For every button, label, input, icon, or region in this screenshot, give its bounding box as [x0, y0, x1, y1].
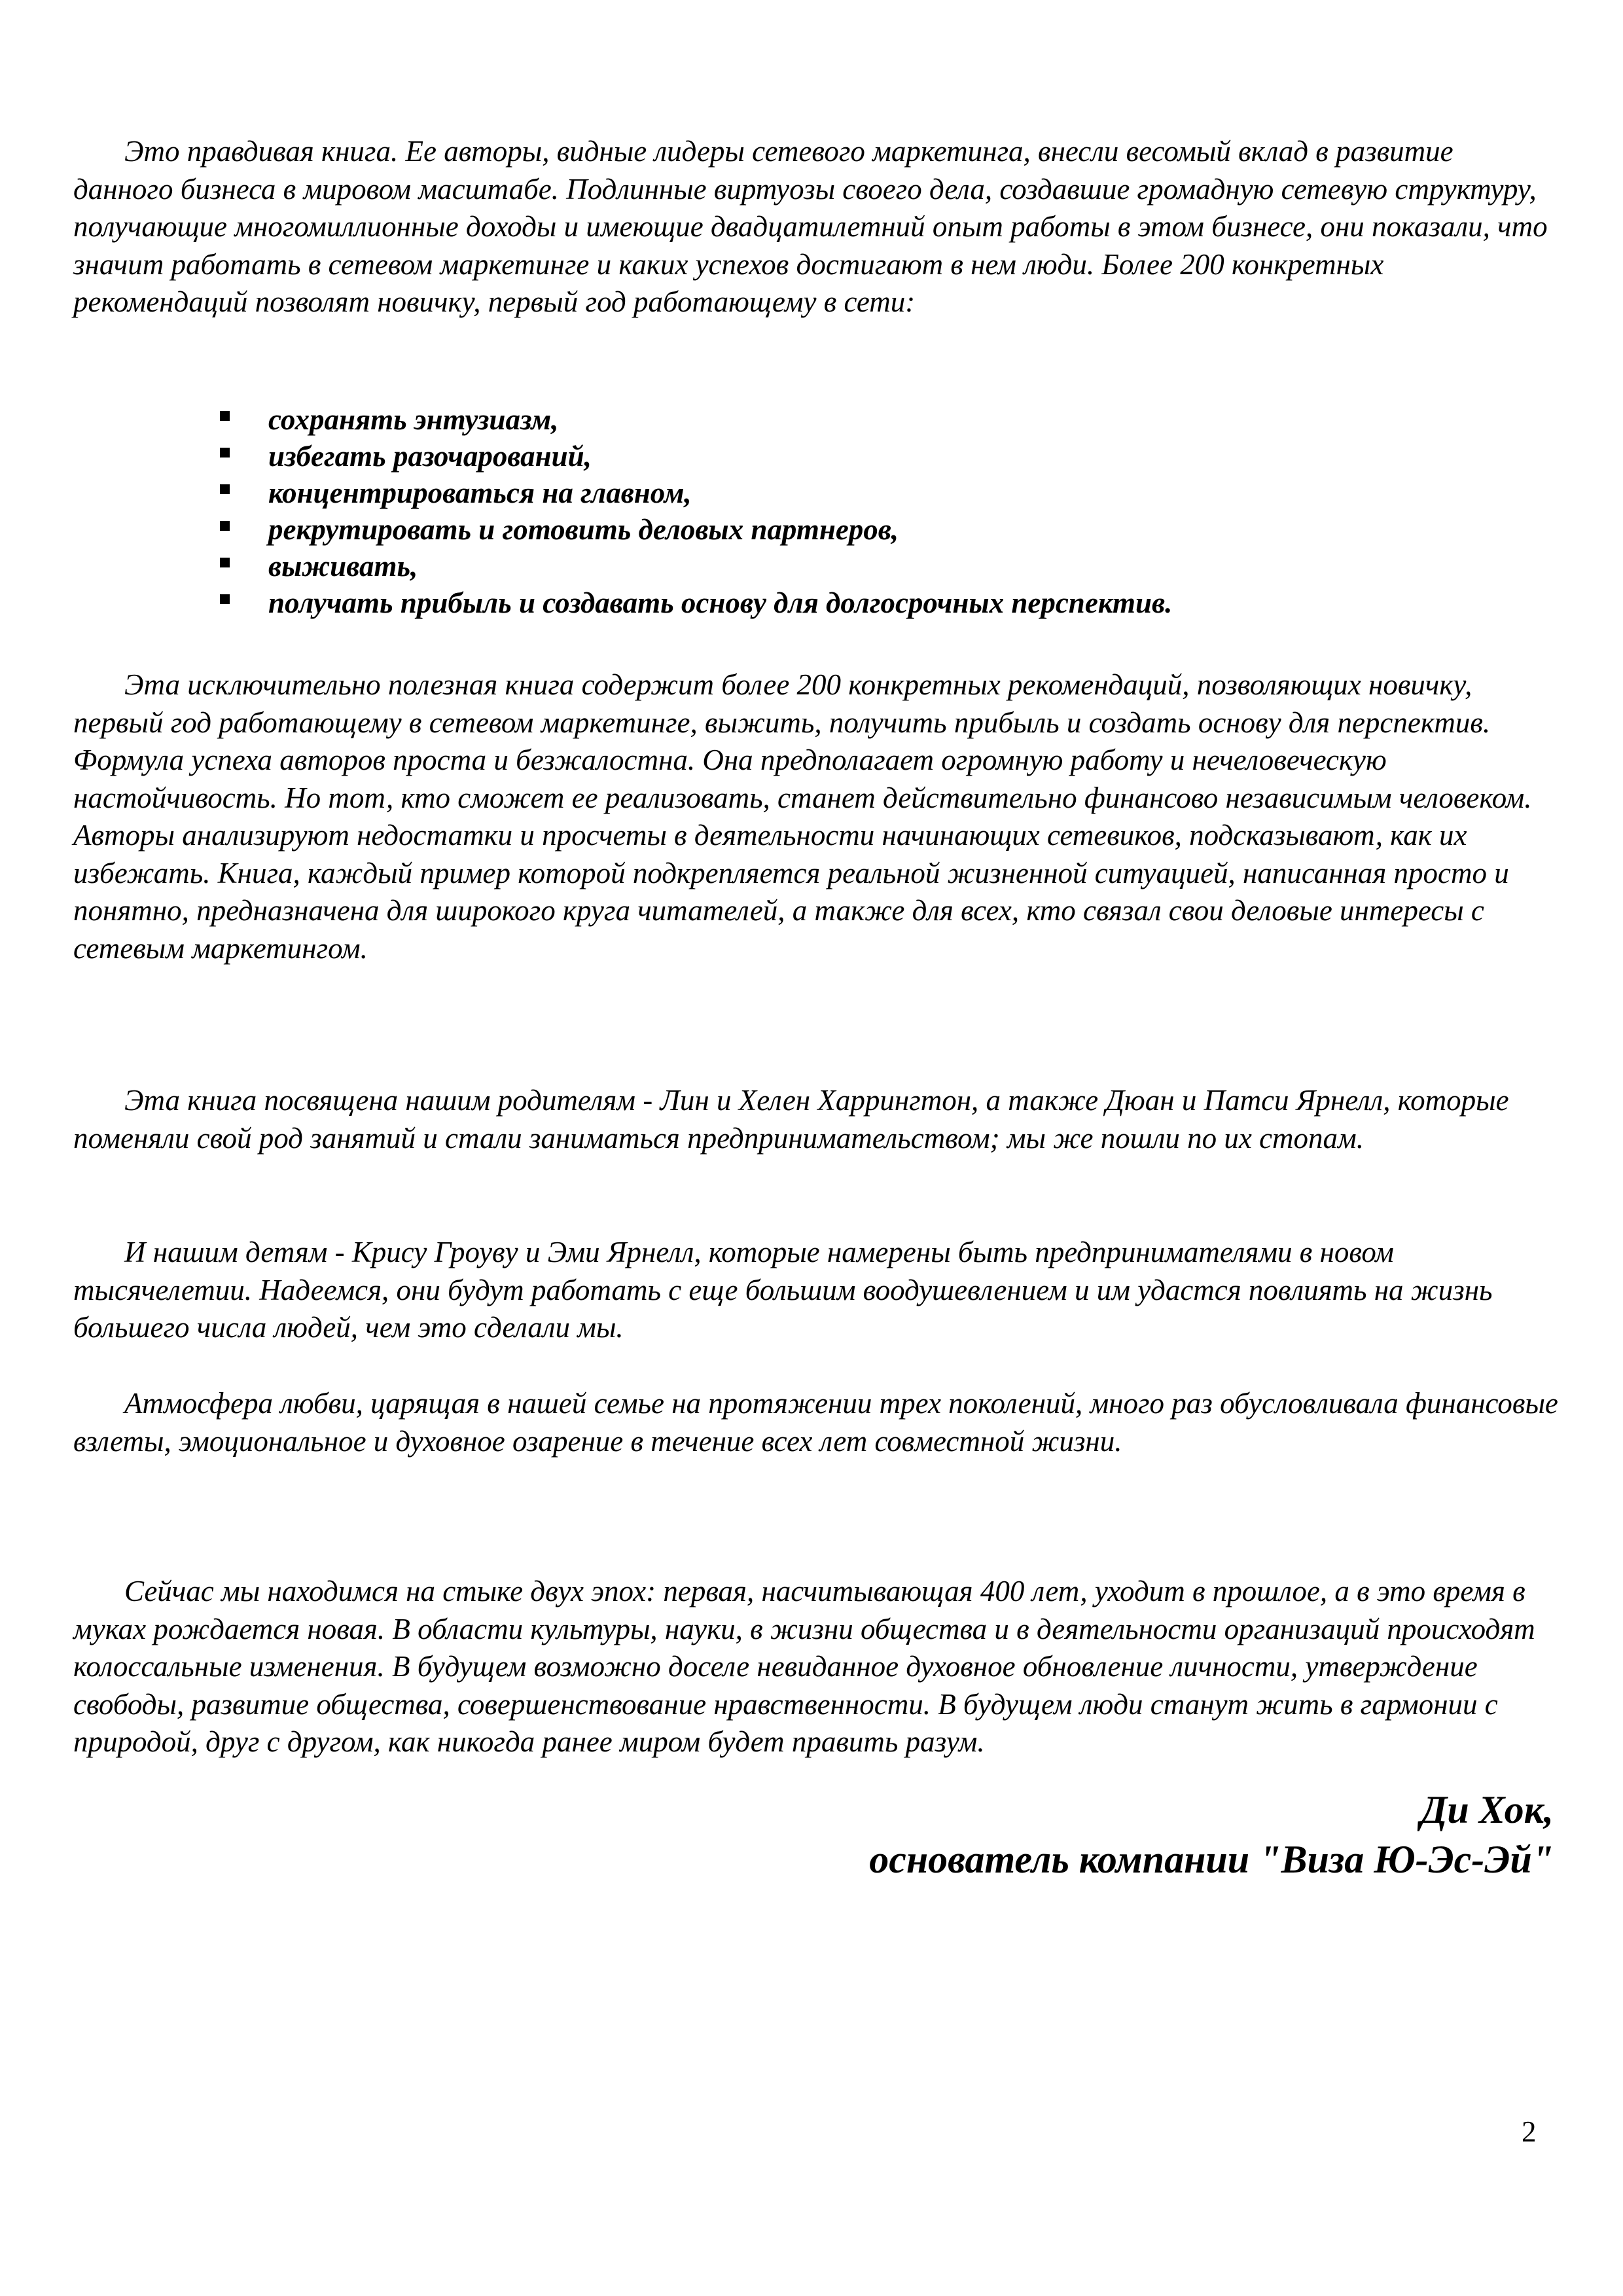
list-item-text: получать прибыль и создавать основу для долгосрочных перспектив. [268, 586, 1173, 619]
bullet-square-icon [220, 411, 230, 421]
dedication-parents-paragraph: Эта книга посвящена нашим родителям - Лин и Хелен Харрингтон, а также Дюан и Патси Ярнелл, которые поменяли свой род занятий и стали заниматься предпринимательством; мы же пошли по их стопам. [73, 1084, 1509, 1155]
closing-paragraph: Сейчас мы находимся на стыке двух эпох: первая, насчитывающая 400 лет, уходит в прошлое, а в это время в муках рождается новая. В области культуры, науки, в жизни общества и в деятельности организаций происходят колоссальные изменения. В будущем возможно доселе невиданное духовное обновление личности, утверждение свободы, развитие общества, совершенствование нравственности. В будущем люди станут жить в гармонии с природой, друг с другом, как никогда ранее миром будет править разум. [73, 1575, 1535, 1758]
list-item [220, 584, 1529, 621]
list-item [220, 511, 1529, 548]
dedication-family-paragraph: Атмосфера любви, царящая в нашей семье на протяжении трех поколений, много раз обусловливала финансовые взлеты, эмоциональное и духовное озарение в течение всех лет совместной жизни. [73, 1387, 1558, 1458]
dedication-family-section [73, 1385, 1559, 1460]
intro-section [73, 133, 1559, 321]
dedication-children-paragraph: И нашим детям - Крису Гроуву и Эми Ярнелл, которые намерены быть предпринимателями в новом тысячелетии. Надеемся, они будут работать с еще большим воодушевлением и им удастся повлиять на жизнь большего числа людей, чем это сделали мы. [73, 1236, 1493, 1344]
list-item-text: рекрутировать и готовить деловых партнеров, [268, 513, 899, 546]
list-item-text: концентрироваться на главном, [268, 476, 692, 509]
bullet-square-icon [220, 521, 230, 531]
dedication-parents-section [73, 1082, 1559, 1157]
bullet-square-icon [220, 484, 230, 494]
list-item-text: выживать, [268, 550, 418, 583]
intro-paragraph: Это правдивая книга. Ее авторы, видные лидеры сетевого маркетинга, внесли весомый вклад в развитие данного бизнеса в мировом масштабе. Подлинные виртуозы своего дела, создавшие громадную сетевую структуру, получающие многомиллионные доходы и имеющие двадцатилетний опыт работы в этом бизнесе, они показали, что значит работать в сетевом маркетинге и каких успехов достигают в нем люди. Более 200 конкретных рекомендаций позволят новичку, первый год работающему в сети: [73, 135, 1548, 318]
dedication-children-section [73, 1234, 1559, 1347]
signature-name: Ди Хок, [1420, 1788, 1554, 1831]
recommendations-list [220, 401, 1529, 621]
description-section [73, 666, 1559, 967]
list-item [220, 548, 1529, 584]
list-item-text: избегать разочарований, [268, 440, 592, 473]
bullet-square-icon [220, 448, 230, 457]
description-paragraph: Эта исключительно полезная книга содержит более 200 конкретных рекомендаций, позволяющих новичку, первый год работающему в сетевом маркетинге, выжить, получить прибыль и создать основу для перспектив. Формула успеха авторов проста и безжалостна. Она предполагает огромную работу и нечеловеческую настойчивость. Но тот, кто сможет ее реализовать, станет действительно финансово независимым человеком. Авторы анализируют недостатки и просчеты в деятельности начинающих сетевиков, подсказывают, как их избежать. Книга, каждый пример которой подкрепляется реальной жизненной ситуацией, написанная просто и понятно, предназначена для широкого круга читателей, а также для всех, кто связал свои деловые интересы с сетевым маркетингом. [73, 668, 1532, 965]
bullet-square-icon [220, 594, 230, 604]
list-item [220, 438, 1529, 475]
list-item-text: сохранять энтузиазм, [268, 403, 559, 436]
signature-role: основатель компании "Виза Ю-Эс-Эй" [869, 1838, 1554, 1881]
list-item [220, 475, 1529, 511]
closing-section [73, 1573, 1559, 1761]
list-item [220, 401, 1529, 438]
bullet-square-icon [220, 558, 230, 567]
page-number: 2 [1522, 2115, 1537, 2148]
